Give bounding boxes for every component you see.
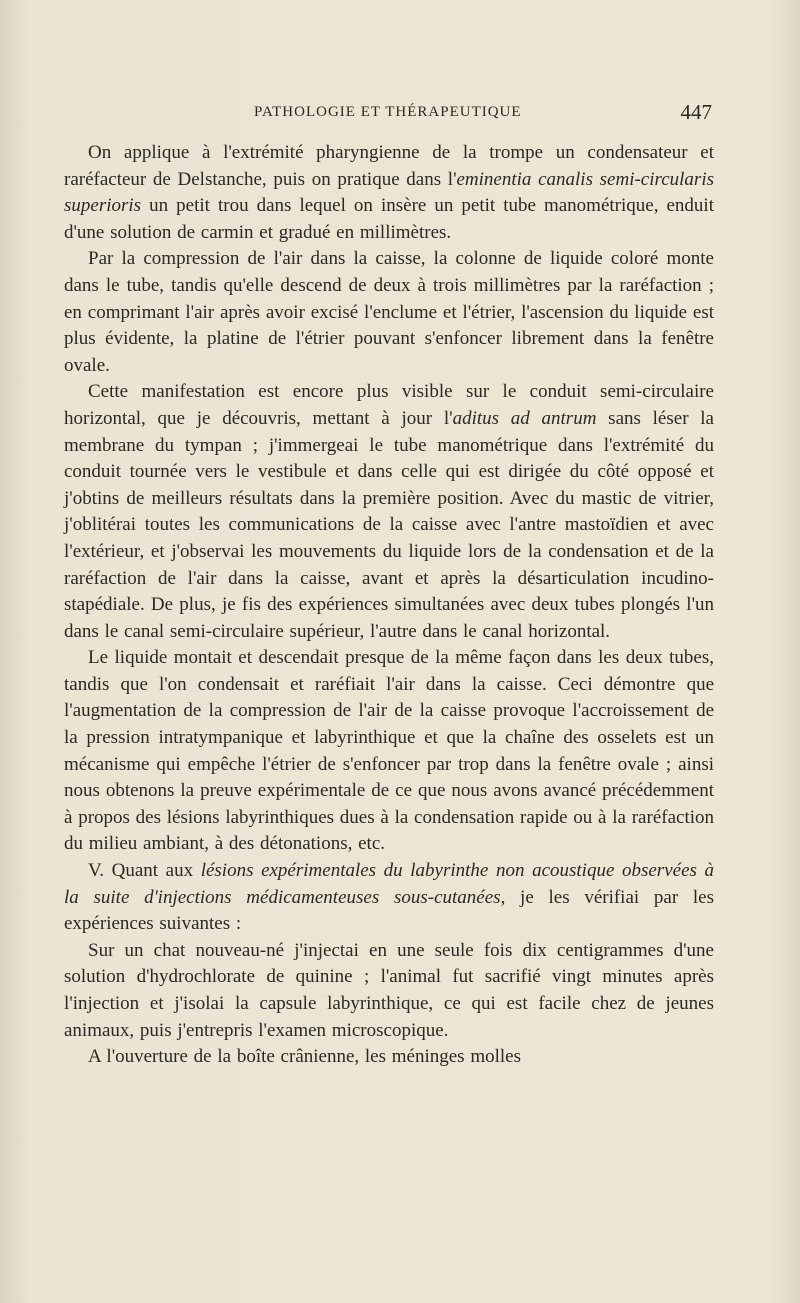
paragraph-2 bbox=[64, 246, 714, 379]
paragraph-5 bbox=[64, 858, 714, 938]
text-segment: Par la compression de l'air dans la caisse, la colonne de liquide coloré monte dans le tube, tandis qu'elle descend de deux à trois millimètres par la raréfaction ; en comprimant l'air après avoir excisé l'enclume et l'étrier, l'ascension du liquide est plus évidente, la platine de l'étrier pouvant s'enfoncer librement dans la fenêtre ovale. bbox=[64, 248, 714, 376]
text-segment: sans léser la membrane du tympan ; j'immergeai le tube manométrique dans l'extrémité du conduit tournée vers le vestibule et dans celle qui est dirigée du côté opposé et j'obtins de meilleurs résultats dans la première position. Avec du mastic de vitrier, j'oblitérai toutes les communications de la caisse avec l'antre mastoïdien et avec l'extérieur, et j'observai les mouvements du liquide lors de la condensation et de la raréfaction de l'air dans la caisse, avant et après la désarticulation incudino-stapédiale. De plus, je fis des expériences simultanées avec deux tubes plongés l'un dans le canal semi-circulaire supérieur, l'autre dans le canal horizontal. bbox=[64, 407, 714, 642]
italic-segment: lésions expérimentales du labyrinthe non acoustique observées à la suite d'injections médicamenteuses sous-cutanées bbox=[64, 860, 714, 908]
text-segment: On applique à l'extrémité pharyngienne de la trompe un condensateur et raréfacteur de Delstanche, puis on pratique dans l' bbox=[64, 142, 714, 190]
text-segment: , je les vérifiai par les expériences suivantes : bbox=[64, 886, 714, 935]
paragraph-3 bbox=[64, 379, 714, 645]
text-segment: un petit trou dans lequel on insère un petit tube manométrique, enduit d'une solution de carmin et gradué en millimètres. bbox=[64, 195, 714, 243]
body-text bbox=[64, 140, 714, 1071]
paragraph-4 bbox=[64, 645, 714, 858]
page-number: 447 bbox=[680, 100, 712, 124]
italic-segment: aditus ad antrum bbox=[452, 407, 597, 429]
paragraph-1 bbox=[64, 140, 714, 246]
page-header bbox=[64, 100, 714, 130]
text-segment: A l'ouverture de la boîte crânienne, les méninges molles bbox=[88, 1046, 521, 1068]
paragraph-7 bbox=[64, 1044, 714, 1071]
paragraph-6 bbox=[64, 938, 714, 1044]
text-segment: V. Quant aux bbox=[88, 860, 201, 882]
italic-segment: eminentia canalis semi-circularis superioris bbox=[64, 168, 714, 217]
text-segment: Sur un chat nouveau-né j'injectai en une seule fois dix centigrammes d'une solution d'hydrochlorate de quinine ; l'animal fut sacrifié vingt minutes après l'injection et j'isolai la capsule labyrinthique, ce qui est facile chez de jeunes animaux, puis j'entrepris l'examen microscopique. bbox=[64, 939, 714, 1041]
text-segment: Le liquide montait et descendait presque de la même façon dans les deux tubes, tandis que l'on condensait et raréfiait l'air dans la caisse. Ceci démontre que l'augmentation de la compression de l'air de la caisse provoque l'accroissement de la pression intratympanique et labyrinthique et que la chaîne des osselets est un mécanisme qui empêche l'étrier de s'enfoncer par trop dans la fenêtre ovale ; ainsi nous obtenons la preuve expérimentale de ce que nous avons avancé précédemment à propos des lésions labyrinthiques dues à la condensation rapide ou à la raréfaction du milieu ambiant, à des détonations, etc. bbox=[64, 647, 714, 855]
text-segment: Cette manifestation est encore plus visible sur le conduit semi-circulaire horizontal, que je découvris, mettant à jour l' bbox=[64, 381, 714, 429]
running-head: PATHOLOGIE ET THÉRAPEUTIQUE bbox=[254, 104, 522, 120]
